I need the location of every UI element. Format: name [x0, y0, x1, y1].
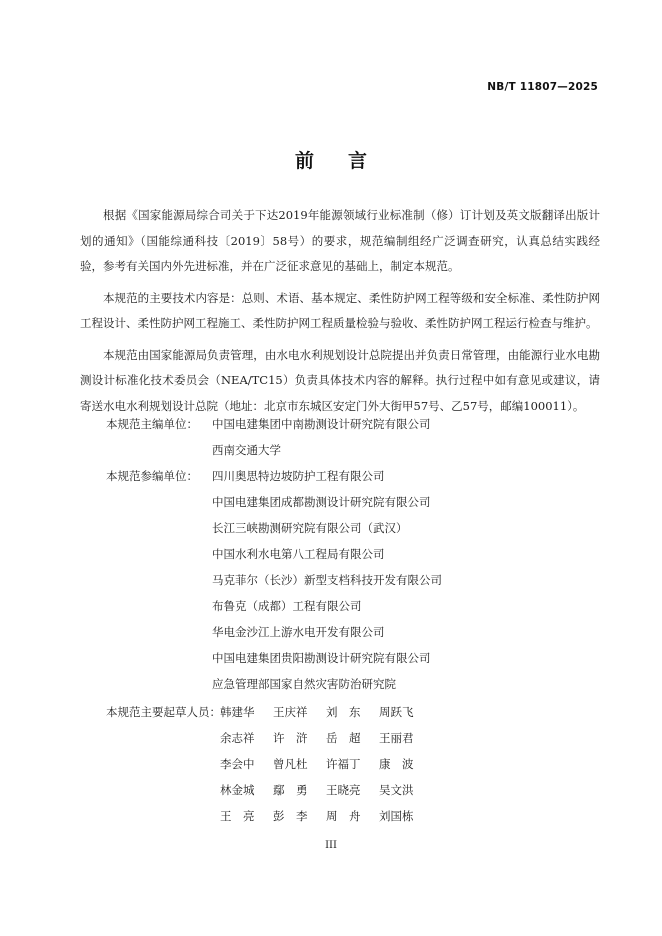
drafter-name: 许 浒 [273, 731, 308, 745]
unit-name: 应急管理部国家自然灾害防治研究院 [212, 677, 396, 691]
drafter-name: 王丽君 [379, 731, 414, 745]
drafter-name: 王晓亮 [326, 783, 361, 797]
drafters-row [106, 751, 432, 777]
paragraph: 本规范的主要技术内容是：总则、术语、基本规定、柔性防护网工程等级和安全标准、柔性防护网工程设计、柔性防护网工程施工、柔性防护网工程质量检验与验收、柔性防护网工程运行检查与维护。 [80, 290, 600, 330]
chief-units-section [106, 411, 431, 463]
drafter-name: 彭 李 [273, 809, 308, 823]
list-item [106, 437, 431, 463]
drafters-row [106, 725, 432, 751]
list-item [106, 463, 442, 489]
drafter-name: 刘 东 [326, 705, 361, 719]
unit-name: 华电金沙江上游水电开发有限公司 [212, 625, 385, 639]
drafters-section [106, 699, 432, 829]
drafter-name: 王庆祥 [273, 705, 308, 719]
list-item [106, 489, 442, 515]
drafter-name: 李会中 [220, 757, 255, 771]
list-item [106, 593, 442, 619]
unit-name: 中国电建集团贵阳勘测设计研究院有限公司 [212, 651, 431, 665]
page-title: 前言 [294, 150, 401, 172]
unit-name: 中国水利水电第八工程局有限公司 [212, 547, 385, 561]
drafter-name: 吴文洪 [379, 783, 414, 797]
drafter-name: 王 亮 [220, 809, 255, 823]
unit-name: 长江三峡勘测研究院有限公司（武汉） [212, 521, 408, 535]
list-item [106, 515, 442, 541]
chief-units-label: 本规范主编单位： [106, 417, 198, 431]
drafter-name: 刘国栋 [379, 809, 414, 823]
drafter-name: 许福丁 [326, 757, 361, 771]
unit-name: 四川奥思特边坡防护工程有限公司 [212, 469, 385, 483]
unit-name: 布鲁克（成都）工程有限公司 [212, 599, 362, 613]
paragraph: 本规范由国家能源局负责管理，由水电水利规划设计总院提出并负责日常管理，由能源行业水电勘测设计标准化技术委员会（NEA/TC15）负责具体技术内容的解释。执行过程中如有意见或建议，请寄送水电水利规划设计总院（地址：北京市东城区安定门外大街甲57号、乙57号，邮编100011）。 [80, 347, 600, 413]
drafter-name: 周跃飞 [379, 705, 414, 719]
paragraph: 根据《国家能源局综合司关于下达2019年能源领域行业标准制（修）订计划及英文版翻译出版计划的通知》（国能综通科技〔2019〕58号）的要求，规范编制组经广泛调查研究，认真总结实践经验，参考有关国内外先进标准，并在广泛征求意见的基础上，制定本规范。 [80, 208, 600, 273]
unit-name: 马克菲尔（长沙）新型支档科技开发有限公司 [212, 573, 442, 587]
unit-name: 西南交通大学 [212, 443, 281, 457]
list-item [106, 619, 442, 645]
drafter-name: 林金城 [220, 783, 255, 797]
drafter-name: 康 波 [379, 757, 414, 771]
drafters-label: 本规范主要起草人员： [106, 705, 221, 719]
list-item [106, 645, 442, 671]
drafter-name: 曾凡杜 [273, 757, 308, 771]
list-item [106, 411, 431, 437]
participating-units-label: 本规范参编单位： [106, 469, 198, 483]
preface-body [80, 203, 600, 425]
standard-code: NB/T 11807—2025 [487, 81, 598, 93]
participating-units-section [106, 463, 442, 697]
drafters-row [106, 699, 432, 725]
drafter-name: 鄢 勇 [273, 783, 308, 797]
unit-name: 中国电建集团成都勘测设计研究院有限公司 [212, 495, 431, 509]
page-number: III [325, 840, 337, 851]
drafter-name: 余志祥 [220, 731, 255, 745]
unit-name: 中国电建集团中南勘测设计研究院有限公司 [212, 417, 431, 431]
drafters-row [106, 777, 432, 803]
list-item [106, 671, 442, 697]
list-item [106, 567, 442, 593]
drafter-name: 韩建华 [220, 705, 255, 719]
drafters-row [106, 803, 432, 829]
drafter-name: 周 舟 [326, 809, 361, 823]
drafter-name: 岳 超 [326, 731, 361, 745]
list-item [106, 541, 442, 567]
